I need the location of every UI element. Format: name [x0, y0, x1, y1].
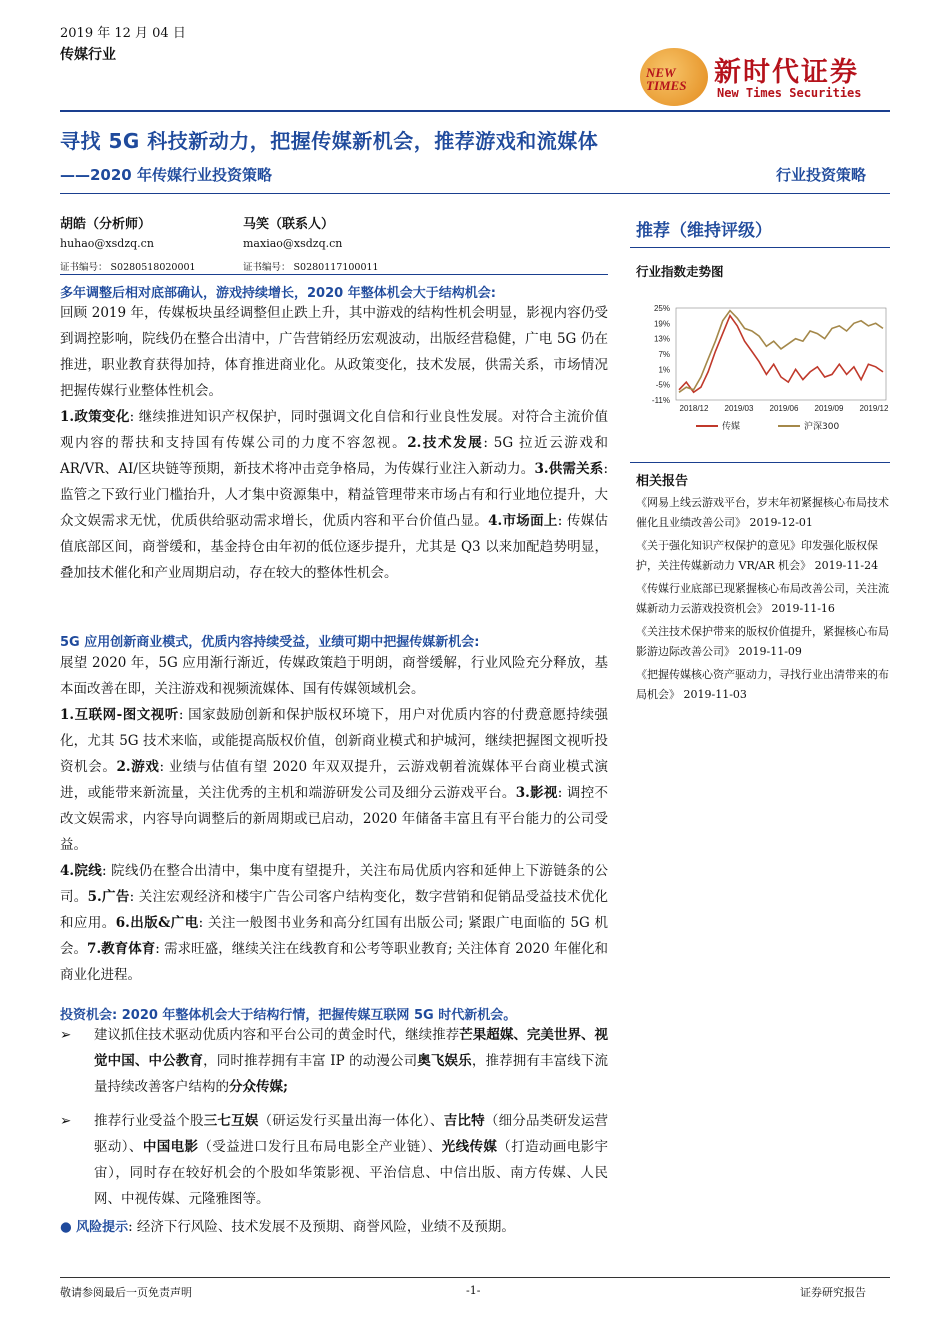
chart-title: 行业指数走势图: [636, 264, 724, 279]
related-report-link[interactable]: 《关注技术保护带来的版权价值提升，紧握核心布局影游边际改善公司》 2019-11-09: [636, 625, 889, 658]
legend-label: 沪深300: [804, 422, 840, 432]
report-subtitle: ——2020 年传媒行业投资策略: [60, 166, 272, 184]
y-tick-label: 25%: [653, 304, 670, 313]
contact-name: 马笑（联系人）: [243, 217, 335, 232]
y-tick-label: 19%: [653, 319, 670, 329]
author-email[interactable]: huhao@xsdzq.cn: [60, 237, 154, 250]
title-divider: [60, 193, 890, 194]
report-date: 2019 年 12 月 04 日: [60, 26, 186, 41]
y-tick-label: 13%: [653, 334, 670, 344]
company-logo: [640, 48, 890, 108]
disclaimer-note: 敬请参阅最后一页免责声明: [60, 1286, 192, 1299]
related-reports-list: [636, 493, 890, 708]
related-report-link[interactable]: 《网易上线云游戏平台，岁末年初紧握核心布局技术催化且业绩改善公司》 2019-12-01: [636, 496, 889, 529]
section3-heading: 投资机会: 2020 年整体机会大于结构行情，把握传媒互联网 5G 时代新机会。: [60, 1008, 517, 1023]
contact-email[interactable]: maxiao@xsdzq.cn: [243, 237, 343, 250]
author-name: 胡皓（分析师）: [60, 217, 152, 232]
y-tick-label: -11%: [651, 396, 670, 405]
related-report-link[interactable]: 《传媒行业底部已现紧握核心布局改善公司，关注流媒新动力云游戏投资机会》 2019-11-16: [636, 582, 889, 615]
y-tick-label: 1%: [658, 365, 670, 375]
x-tick-label: 2019/09: [814, 404, 844, 413]
logo-chinese-name: 新时代证券: [714, 57, 859, 88]
logo-mark: NEW TIMES: [640, 48, 708, 106]
report-category: 证券研究报告: [800, 1286, 866, 1299]
investment-bullets: [60, 1022, 608, 1241]
author-cert: 证书编号： S0280518020001: [60, 262, 196, 273]
rating-divider: [630, 247, 890, 248]
logo-english-name: New Times Securities: [717, 86, 862, 100]
author-divider: [60, 274, 608, 275]
x-tick-label: 2019/03: [724, 404, 754, 413]
page-number: -1-: [466, 1284, 481, 1297]
index-trend-chart: [634, 296, 890, 446]
related-report-link[interactable]: 《把握传媒核心资产驱动力，寻找行业出清带来的布局机会》 2019-11-03: [636, 668, 889, 701]
chart-divider: [630, 462, 890, 463]
list-item: ➢ 推荐行业受益个股三七互娱（研运发行买量出海一体化）、吉比特（细分品类研发运营驱动）、中国电影（受益进口发行且布局电影全产业链）、光线传媒（打造动画电影宇宙），同时存在较好机会的个股如华策影视、平治信息、中信出版、南方传媒、人民网、中视传媒、元隆雅图等。: [60, 1108, 608, 1212]
header-divider: [60, 110, 890, 112]
footer-divider: [60, 1277, 890, 1278]
related-reports-title: 相关报告: [636, 474, 689, 489]
plot-frame: [676, 308, 886, 400]
series-line-hs300: [679, 311, 883, 393]
y-tick-label: -5%: [655, 380, 670, 390]
arrow-bullet-icon: ➢: [60, 1027, 72, 1043]
list-item: ➢ 建议抓住技术驱动优质内容和平台公司的黄金时代，继续推荐芒果超媒、完美世界、视觉中国、中公教育，同时推荐拥有丰富 IP 的动漫公司奥飞娱乐，推荐拥有丰富线下流量持续改善客户结构的分众传媒;: [60, 1022, 608, 1100]
y-tick-label: 7%: [658, 350, 670, 359]
arrow-bullet-icon: ➢: [60, 1113, 72, 1129]
section2-body: 展望 2020 年，5G 应用渐行渐近，传媒政策趋于明朗，商誉缓解，行业风险充分释放，基本面改善在即，关注游戏和视频流媒体、国有传媒领域机会。 1.互联网-图文视听: 国家鼓励创新和保护版权环境下，用户对优质内容的付费意愿持续强化，尤其 5G 技术来临，或能提高版权价值，创新商业模式和护城河，继续把握图文视听投资机会。2.游戏: 业绩与估值有望 2020 年双双提升，云游戏朝着流媒体平台商业模式演进，或能带来新流量，关注优秀的主机和端游研发公司及细分云游戏平台。3.影视: 调控不改文娱需求，内容导向调整后的新周期或已启动，2020 年储备丰富且有平台能力的公司受益。 4.院线: 院线仍在整合出清中，集中度有望提升，关注布局优质内容和延伸上下游链条的公司。5.广告: 关注宏观经济和楼宇广告公司客户结构变化，数字营销和促销品受益技术优化和应用。6.出版&广电: 关注一般图书业务和高分红国有出版公司; 紧跟广电面临的 5G 机会。7.教育体育: 需求旺盛，继续关注在线教育和公考等职业教育; 关注体育 2020 年催化和商业化进程。: [60, 655, 609, 983]
section2-heading: 5G 应用创新商业模式，优质内容持续受益，业绩可期中把握传媒新机会:: [60, 635, 480, 650]
x-tick-label: 2019/12: [859, 404, 889, 413]
bullet-dot-icon: ●: [60, 1219, 72, 1235]
risk-warning: ● 风险提示: 经济下行风险、技术发展不及预期、商誉风险，业绩不及预期。: [60, 1219, 515, 1235]
contact-cert: 证书编号： S0280117100011: [243, 262, 379, 273]
report-title: 寻找 5G 科技新动力，把握传媒新机会，推荐游戏和流媒体: [60, 129, 599, 153]
industry-label: 传媒行业: [60, 47, 116, 63]
related-report-link[interactable]: 《关于强化知识产权保护的意见》印发强化版权保护，关注传媒新动力 VR/AR 机会》 2019-11-24: [636, 539, 879, 572]
x-tick-label: 2018/12: [679, 404, 709, 413]
x-tick-label: 2019/06: [769, 404, 799, 413]
section1-body: 回顾 2019 年，传媒板块虽经调整但止跌上升，其中游戏的结构性机会明显，影视内容仍受到调控影响，院线仍在整合出清中，广告营销经历宏观波动，出版经营稳健，广电 5G 仍在推进，职业教育获得加持，体育推进商业化。从政策变化，技术发展，供需关系，市场情况把握传媒行业整体性机会。 1.政策变化: 继续推进知识产权保护，同时强调文化自信和行业良性发展。对符合主流价值观内容的帮扶和支持国有传媒公司的力度不容忽视。2.技术发展: 5G 拉近云游戏和 AR/VR、AI/区块链等预期，新技术将冲击竞争格局，为传媒行业注入新动力。3.供需关系: 监管之下致行业门槛抬升，人才集中资源集中，精益管理带来市场占有和行业地位提升，大众文娱需求无忧，优质供给驱动需求增长，优质内容和平台价值凸显。4.市场面上: 传媒估值底部区间，商誉缓和，基金持仓由年初的低位逐步提升，尤其是 Q3 以来加配趋势明显，叠加技术催化和产业周期启动，存在较大的整体性机会。: [60, 305, 609, 581]
section1-heading: 多年调整后相对底部确认，游戏持续增长，2020 年整体机会大于结构机会:: [60, 286, 496, 301]
rating-label: 推荐（维持评级）: [636, 221, 772, 241]
legend-label: 传媒: [722, 422, 741, 432]
report-type: 行业投资策略: [776, 166, 867, 184]
